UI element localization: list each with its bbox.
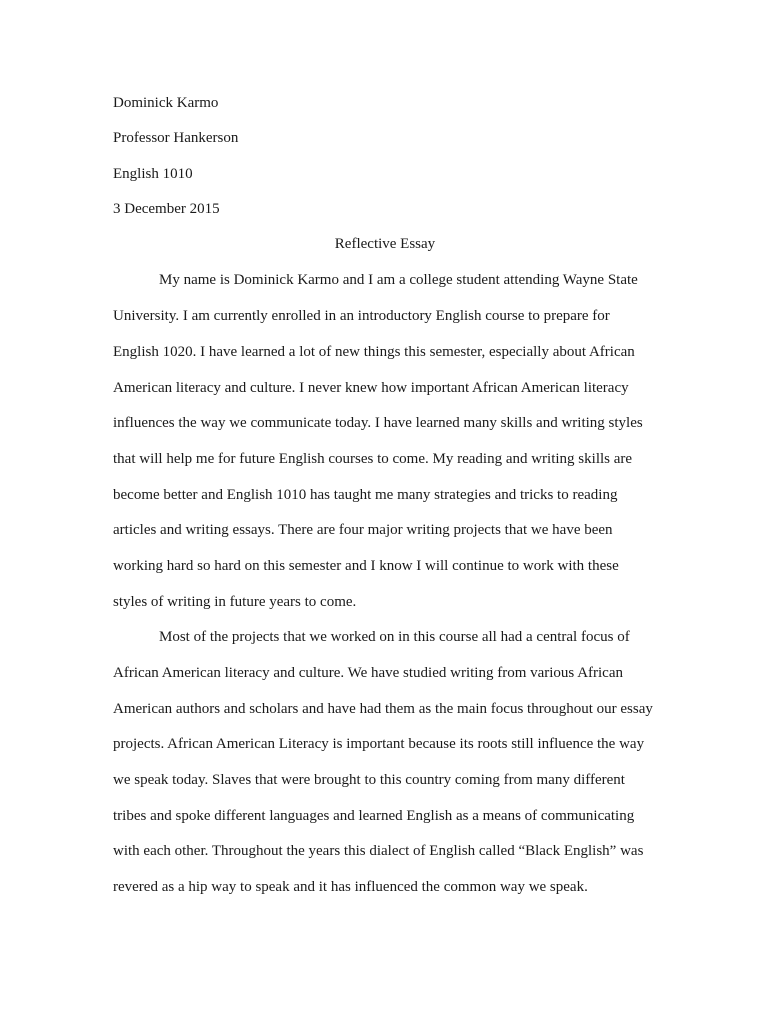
essay-date: 3 December 2015 [113, 201, 220, 217]
paragraph-1-line-6: that will help me for future English courses to come. My reading and writing skills are [113, 451, 633, 467]
paragraph-1-line-8: articles and writing essays. There are four major writing projects that we have been [113, 522, 613, 538]
paragraph-2-line-5: we speak today. Slaves that were brought to this country coming from many different [113, 772, 625, 788]
paragraph-2-line-6: tribes and spoke different languages and learned English as a means of communicating [113, 808, 635, 824]
paragraph-2-line-7: with each other. Throughout the years this dialect of English called “Black English” was [113, 843, 644, 859]
essay-title-text: Reflective Essay [334, 236, 436, 252]
paragraph-2-line-2: African American literacy and culture. We have studied writing from various African [113, 665, 623, 681]
essay-title [0, 234, 768, 254]
paragraph-2-line-3: American authors and scholars and have had them as the main focus throughout our essay [113, 701, 653, 717]
instructor-name: Professor Hankerson [113, 130, 239, 146]
paragraph-1-line-2: University. I am currently enrolled in an introductory English course to prepare for [113, 308, 610, 324]
author-name: Dominick Karmo [113, 95, 219, 111]
paragraph-1-line-1: My name is Dominick Karmo and I am a college student attending Wayne State [159, 272, 638, 288]
course-name: English 1010 [113, 166, 193, 182]
paragraph-2-line-8: revered as a hip way to speak and it has influenced the common way we speak. [113, 879, 588, 895]
paragraph-1-line-5: influences the way we communicate today. I have learned many skills and writing styles [113, 415, 643, 431]
paragraph-2-line-4: projects. African American Literacy is important because its roots still influence the way [113, 736, 645, 752]
paragraph-2-line-1: Most of the projects that we worked on in this course all had a central focus of [159, 629, 630, 645]
paragraph-1-line-10: styles of writing in future years to come. [113, 594, 357, 610]
paragraph-1-line-3: English 1020. I have learned a lot of new things this semester, especially about African [113, 344, 635, 360]
paragraph-1-line-7: become better and English 1010 has taught me many strategies and tricks to reading [113, 487, 618, 503]
paragraph-1-line-9: working hard so hard on this semester and I know I will continue to work with these [113, 558, 619, 574]
paragraph-1-line-4: American literacy and culture. I never knew how important African American literacy [113, 380, 629, 396]
